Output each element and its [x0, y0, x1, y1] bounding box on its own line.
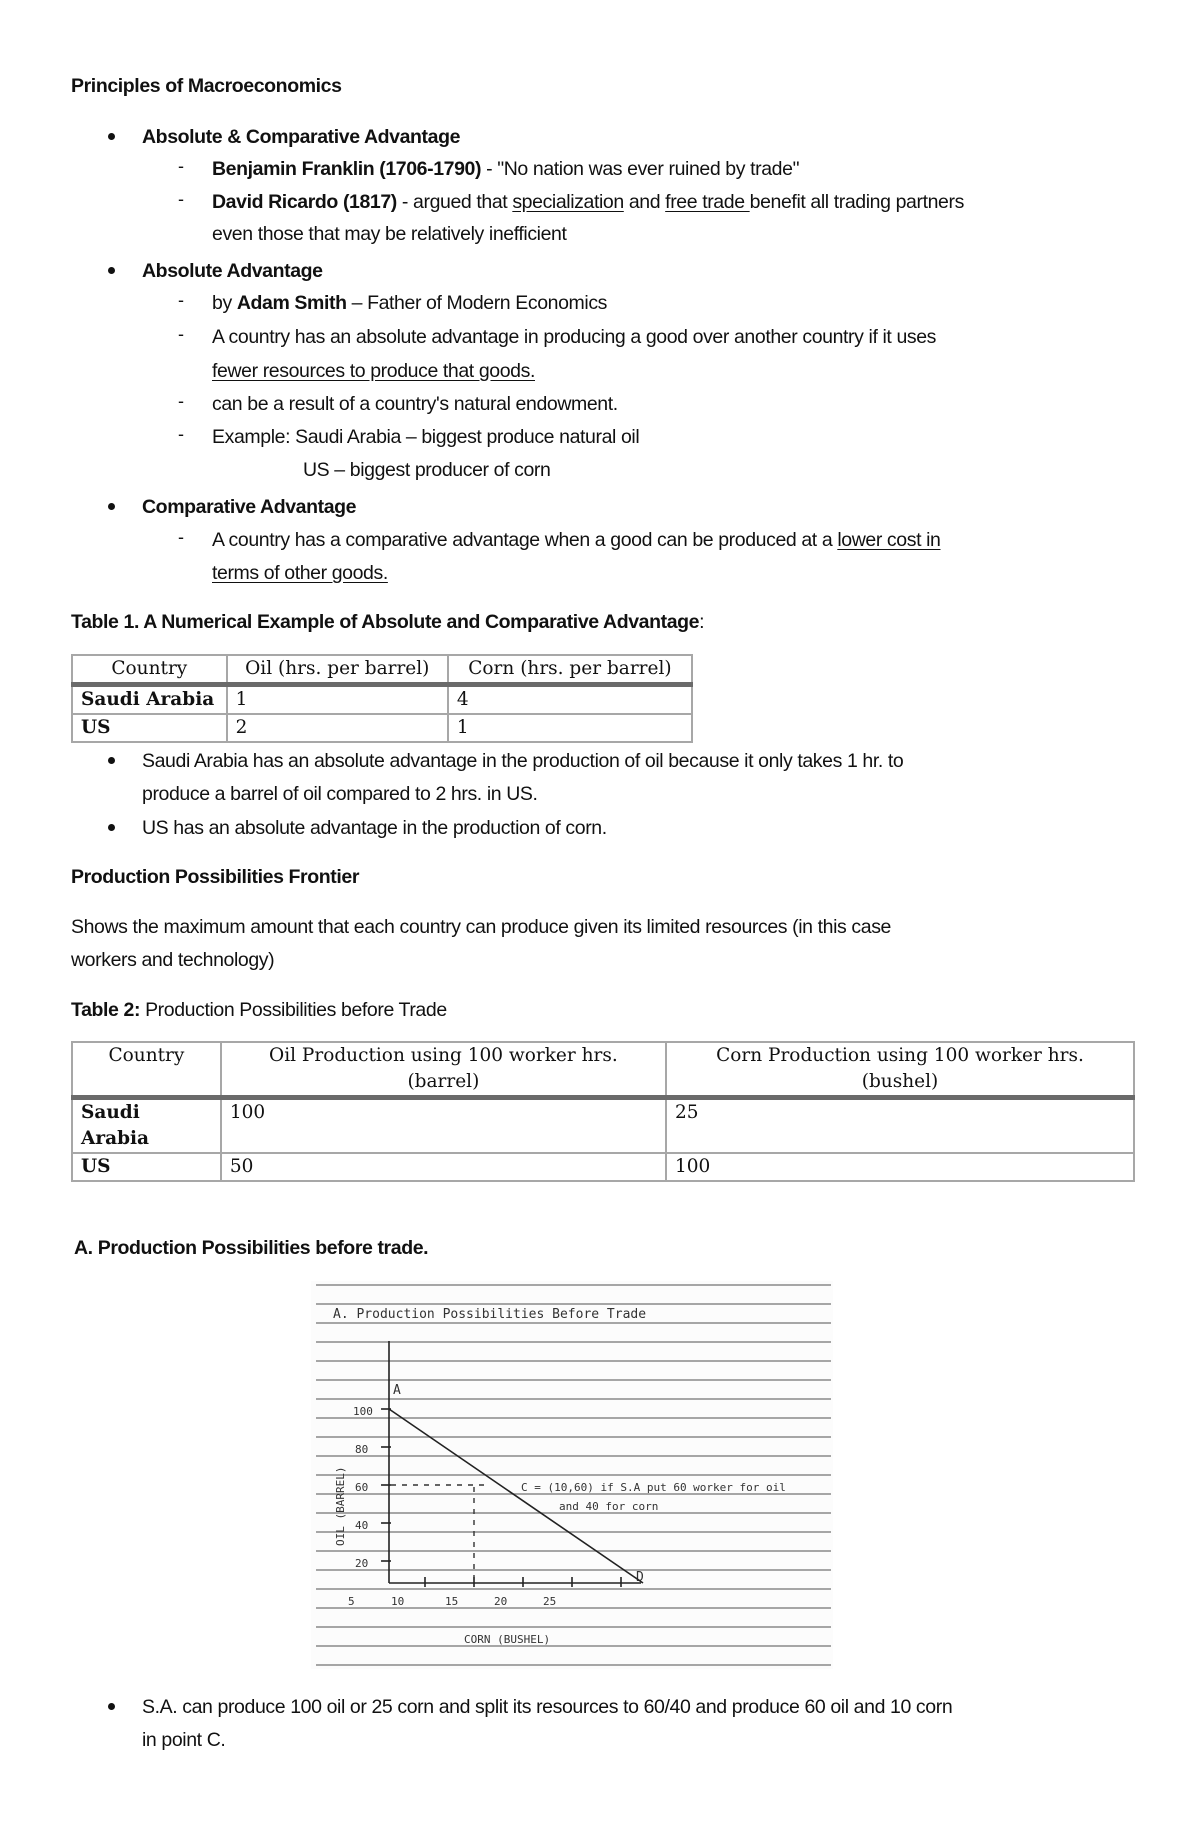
table-header-cell: Country	[72, 655, 227, 685]
absolute-def-line-1: A country has an absolute advantage in producing a good over another country if it uses	[212, 326, 937, 348]
ppf-sketch-graph	[311, 1281, 833, 1669]
x-tick-25: 25	[543, 1595, 557, 1608]
table-header-cell: Corn (hrs. per barrel)	[448, 655, 692, 685]
y-axis-label: OIL (BARREL)	[334, 1466, 347, 1546]
table-cell: 25	[666, 1098, 1134, 1154]
point-c-guides	[391, 1485, 489, 1581]
dash-icon: -	[178, 189, 184, 209]
ppf-line	[389, 1409, 643, 1583]
absolute-def-line-2: fewer resources to produce that goods.	[212, 360, 535, 382]
x-tick-10: 10	[391, 1595, 405, 1608]
y-tick-20: 20	[355, 1557, 369, 1570]
table-header-row	[72, 655, 692, 685]
ppf-desc-line-1: Shows the maximum amount that each country can produce given its limited resources (in this case	[71, 916, 892, 938]
comparative-def-line-2: terms of other goods.	[212, 562, 388, 584]
ppf-sketch-image	[311, 1281, 833, 1669]
ricardo-line-2: even those that may be relatively inefficient	[212, 223, 567, 245]
x-tick-5: 5	[348, 1595, 355, 1608]
table2-caption: Table 2: Production Possibilities before Trade	[71, 999, 447, 1021]
table-cell-country: US	[72, 1153, 221, 1181]
note2: US has an absolute advantage in the production of corn.	[142, 817, 607, 839]
table-row	[72, 714, 692, 742]
dash-icon: -	[178, 324, 184, 344]
x-tick-15: 15	[445, 1595, 459, 1608]
table-cell-country: US	[72, 714, 227, 742]
sketch-title: A. Production Possibilities Before Trade	[333, 1307, 647, 1322]
table-production-possibilities	[71, 1041, 1135, 1182]
table-header-row	[72, 1042, 1134, 1098]
heading-absolute: Absolute Advantage	[142, 260, 323, 282]
adam-smith-line: by Adam Smith – Father of Modern Economics	[212, 292, 608, 314]
table-header-cell: Corn Production using 100 worker hrs. (bushel)	[666, 1042, 1134, 1098]
section-a-heading: A. Production Possibilities before trade.	[74, 1237, 429, 1259]
ricardo-line: David Ricardo (1817) - argued that specialization and free trade benefit all trading partners	[212, 191, 964, 213]
point-d-label: D	[636, 1570, 644, 1585]
franklin-line: Benjamin Franklin (1706-1790) - "No nation was ever ruined by trade"	[212, 158, 800, 180]
table-header-cell: Oil Production using 100 worker hrs. (barrel)	[221, 1042, 666, 1098]
ppf-desc-line-2: workers and technology)	[71, 949, 275, 971]
example-line-2: US – biggest producer of corn	[303, 459, 551, 481]
table-header-cell: Oil (hrs. per barrel)	[227, 655, 448, 685]
bullet-icon	[108, 1703, 115, 1710]
heading-abs-comp: Absolute & Comparative Advantage	[142, 126, 461, 148]
note1-line-1: Saudi Arabia has an absolute advantage in the production of oil because it only takes 1 hr. to	[142, 750, 904, 772]
document-title: Principles of Macroeconomics	[71, 75, 342, 97]
point-a-label: A	[393, 1383, 401, 1398]
dash-icon: -	[178, 391, 184, 411]
table-cell: 1	[227, 685, 448, 715]
x-tick-20: 20	[494, 1595, 508, 1608]
table-row	[72, 1153, 1134, 1181]
ppf-axes	[381, 1341, 643, 1587]
endowment-line: can be a result of a country's natural endowment.	[212, 393, 618, 415]
bullet-icon	[108, 503, 115, 510]
table-cell: 100	[221, 1098, 666, 1154]
table-header-cell: Country	[72, 1042, 221, 1098]
conclusion-line-1: S.A. can produce 100 oil or 25 corn and split its resources to 60/40 and produce 60 oil and 10 corn	[142, 1696, 953, 1718]
example-line-1: Example: Saudi Arabia – biggest produce natural oil	[212, 426, 640, 448]
comparative-def-line-1: A country has a comparative advantage when a good can be produced at a lower cost in	[212, 529, 941, 551]
dash-icon: -	[178, 156, 184, 176]
dash-icon: -	[178, 424, 184, 444]
ruled-lines	[316, 1285, 831, 1665]
table1-caption: Table 1. A Numerical Example of Absolute and Comparative Advantage:	[71, 611, 705, 633]
bullet-icon	[108, 133, 115, 140]
ppf-heading: Production Possibilities Frontier	[71, 866, 360, 888]
table-cell-country: Saudi Arabia	[72, 685, 227, 715]
table-cell: 100	[666, 1153, 1134, 1181]
y-tick-80: 80	[355, 1443, 369, 1456]
annotation-line-1: C = (10,60) if S.A put 60 worker for oil	[521, 1481, 786, 1494]
heading-comparative: Comparative Advantage	[142, 496, 357, 518]
annotation-line-2: and 40 for corn	[559, 1500, 659, 1513]
table-cell: 4	[448, 685, 692, 715]
conclusion-line-2: in point C.	[142, 1729, 226, 1751]
dash-icon: -	[178, 290, 184, 310]
bullet-icon	[108, 267, 115, 274]
y-tick-60: 60	[355, 1481, 369, 1494]
table-row	[72, 685, 692, 715]
table-cell: 2	[227, 714, 448, 742]
table-absolute-comparative	[71, 654, 693, 743]
note1-line-2: produce a barrel of oil compared to 2 hrs. in US.	[142, 783, 538, 805]
bullet-icon	[108, 757, 115, 764]
y-tick-100: 100	[353, 1405, 373, 1418]
table-row	[72, 1098, 1134, 1154]
table-cell-country: Saudi Arabia	[72, 1098, 221, 1154]
table-cell: 50	[221, 1153, 666, 1181]
dash-icon: -	[178, 527, 184, 547]
y-tick-40: 40	[355, 1519, 369, 1532]
bullet-icon	[108, 824, 115, 831]
x-axis-label: CORN (BUSHEL)	[464, 1633, 551, 1646]
table-cell: 1	[448, 714, 692, 742]
